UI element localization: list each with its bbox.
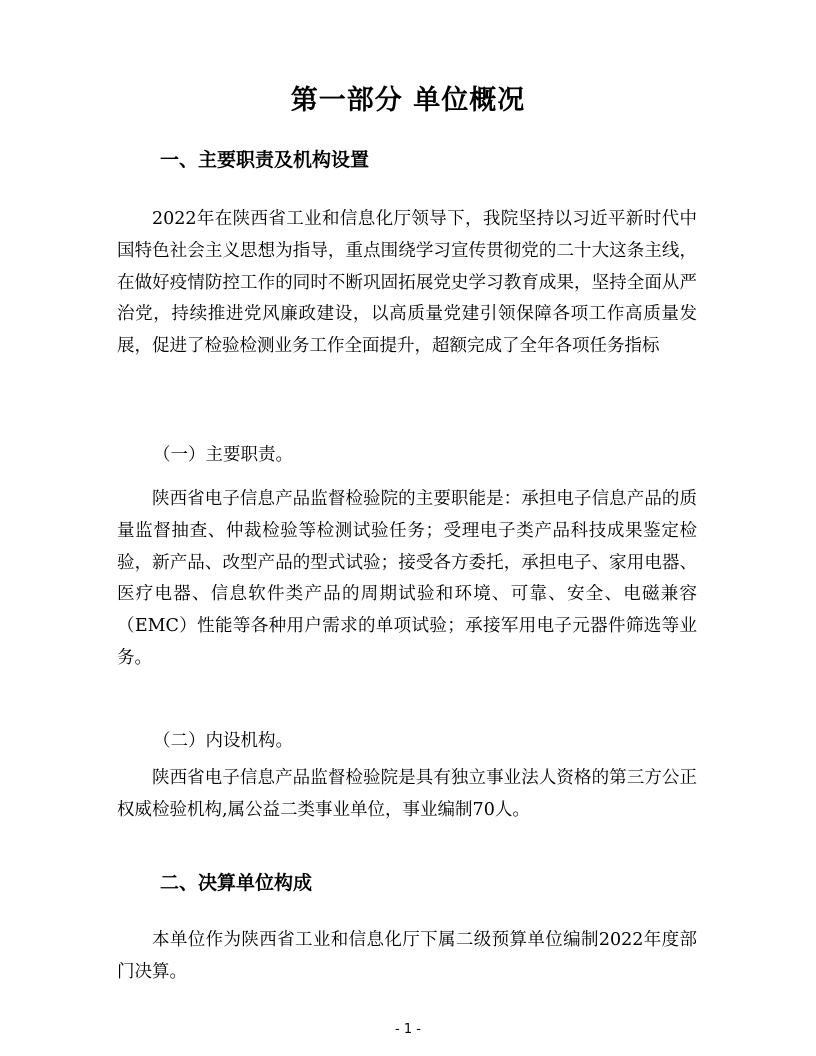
section-heading-units: 二、决算单位构成 — [160, 872, 313, 894]
page-number: - 1 - — [395, 1022, 421, 1037]
intro-paragraph: 2022年在陕西省工业和信息化厅领导下，我院坚持以习近平新时代中国特色社会主义思想为指导，重点围绕学习宣传贯彻党的二十大这条主线，在做好疫情防控工作的同时不断巩固拓展党史学习教育成果，坚持全面从严治党，持续推进党风廉政建设，以高质量党建引领保障各项工作高质量发展，促进了检验检测业务工作全面提升，超额完成了全年各项任务指标 — [117, 209, 697, 357]
duties-paragraph: 陕西省电子信息产品监督检验院的主要职能是：承担电子信息产品的质量监督抽查、仲裁检验等检测试验任务；受理电子类产品科技成果鉴定检验，新产品、改型产品的型式试验；接受各方委托，承担电子、家用电器、医疗电器、信息软件类产品的周期试验和环境、可靠、安全、电磁兼容（EMC）性能等各种用户需求的单项试验；承接军用电子元器件筛选等业务。 — [117, 489, 697, 668]
section-heading-duties: 一、主要职责及机构设置 — [160, 149, 370, 171]
page-title: 第一部分 单位概况 — [290, 85, 526, 116]
units-paragraph: 本单位作为陕西省工业和信息化厅下属二级预算单位编制2022年度部门决算。 — [117, 930, 697, 982]
subheading-internal-structure: （二）内设机构。 — [153, 731, 293, 751]
subheading-main-duties: （一）主要职责。 — [153, 445, 293, 465]
structure-paragraph: 陕西省电子信息产品监督检验院是具有独立事业法人资格的第三方公正权威检验机构,属公益二类事业单位，事业编制70人。 — [117, 768, 697, 820]
